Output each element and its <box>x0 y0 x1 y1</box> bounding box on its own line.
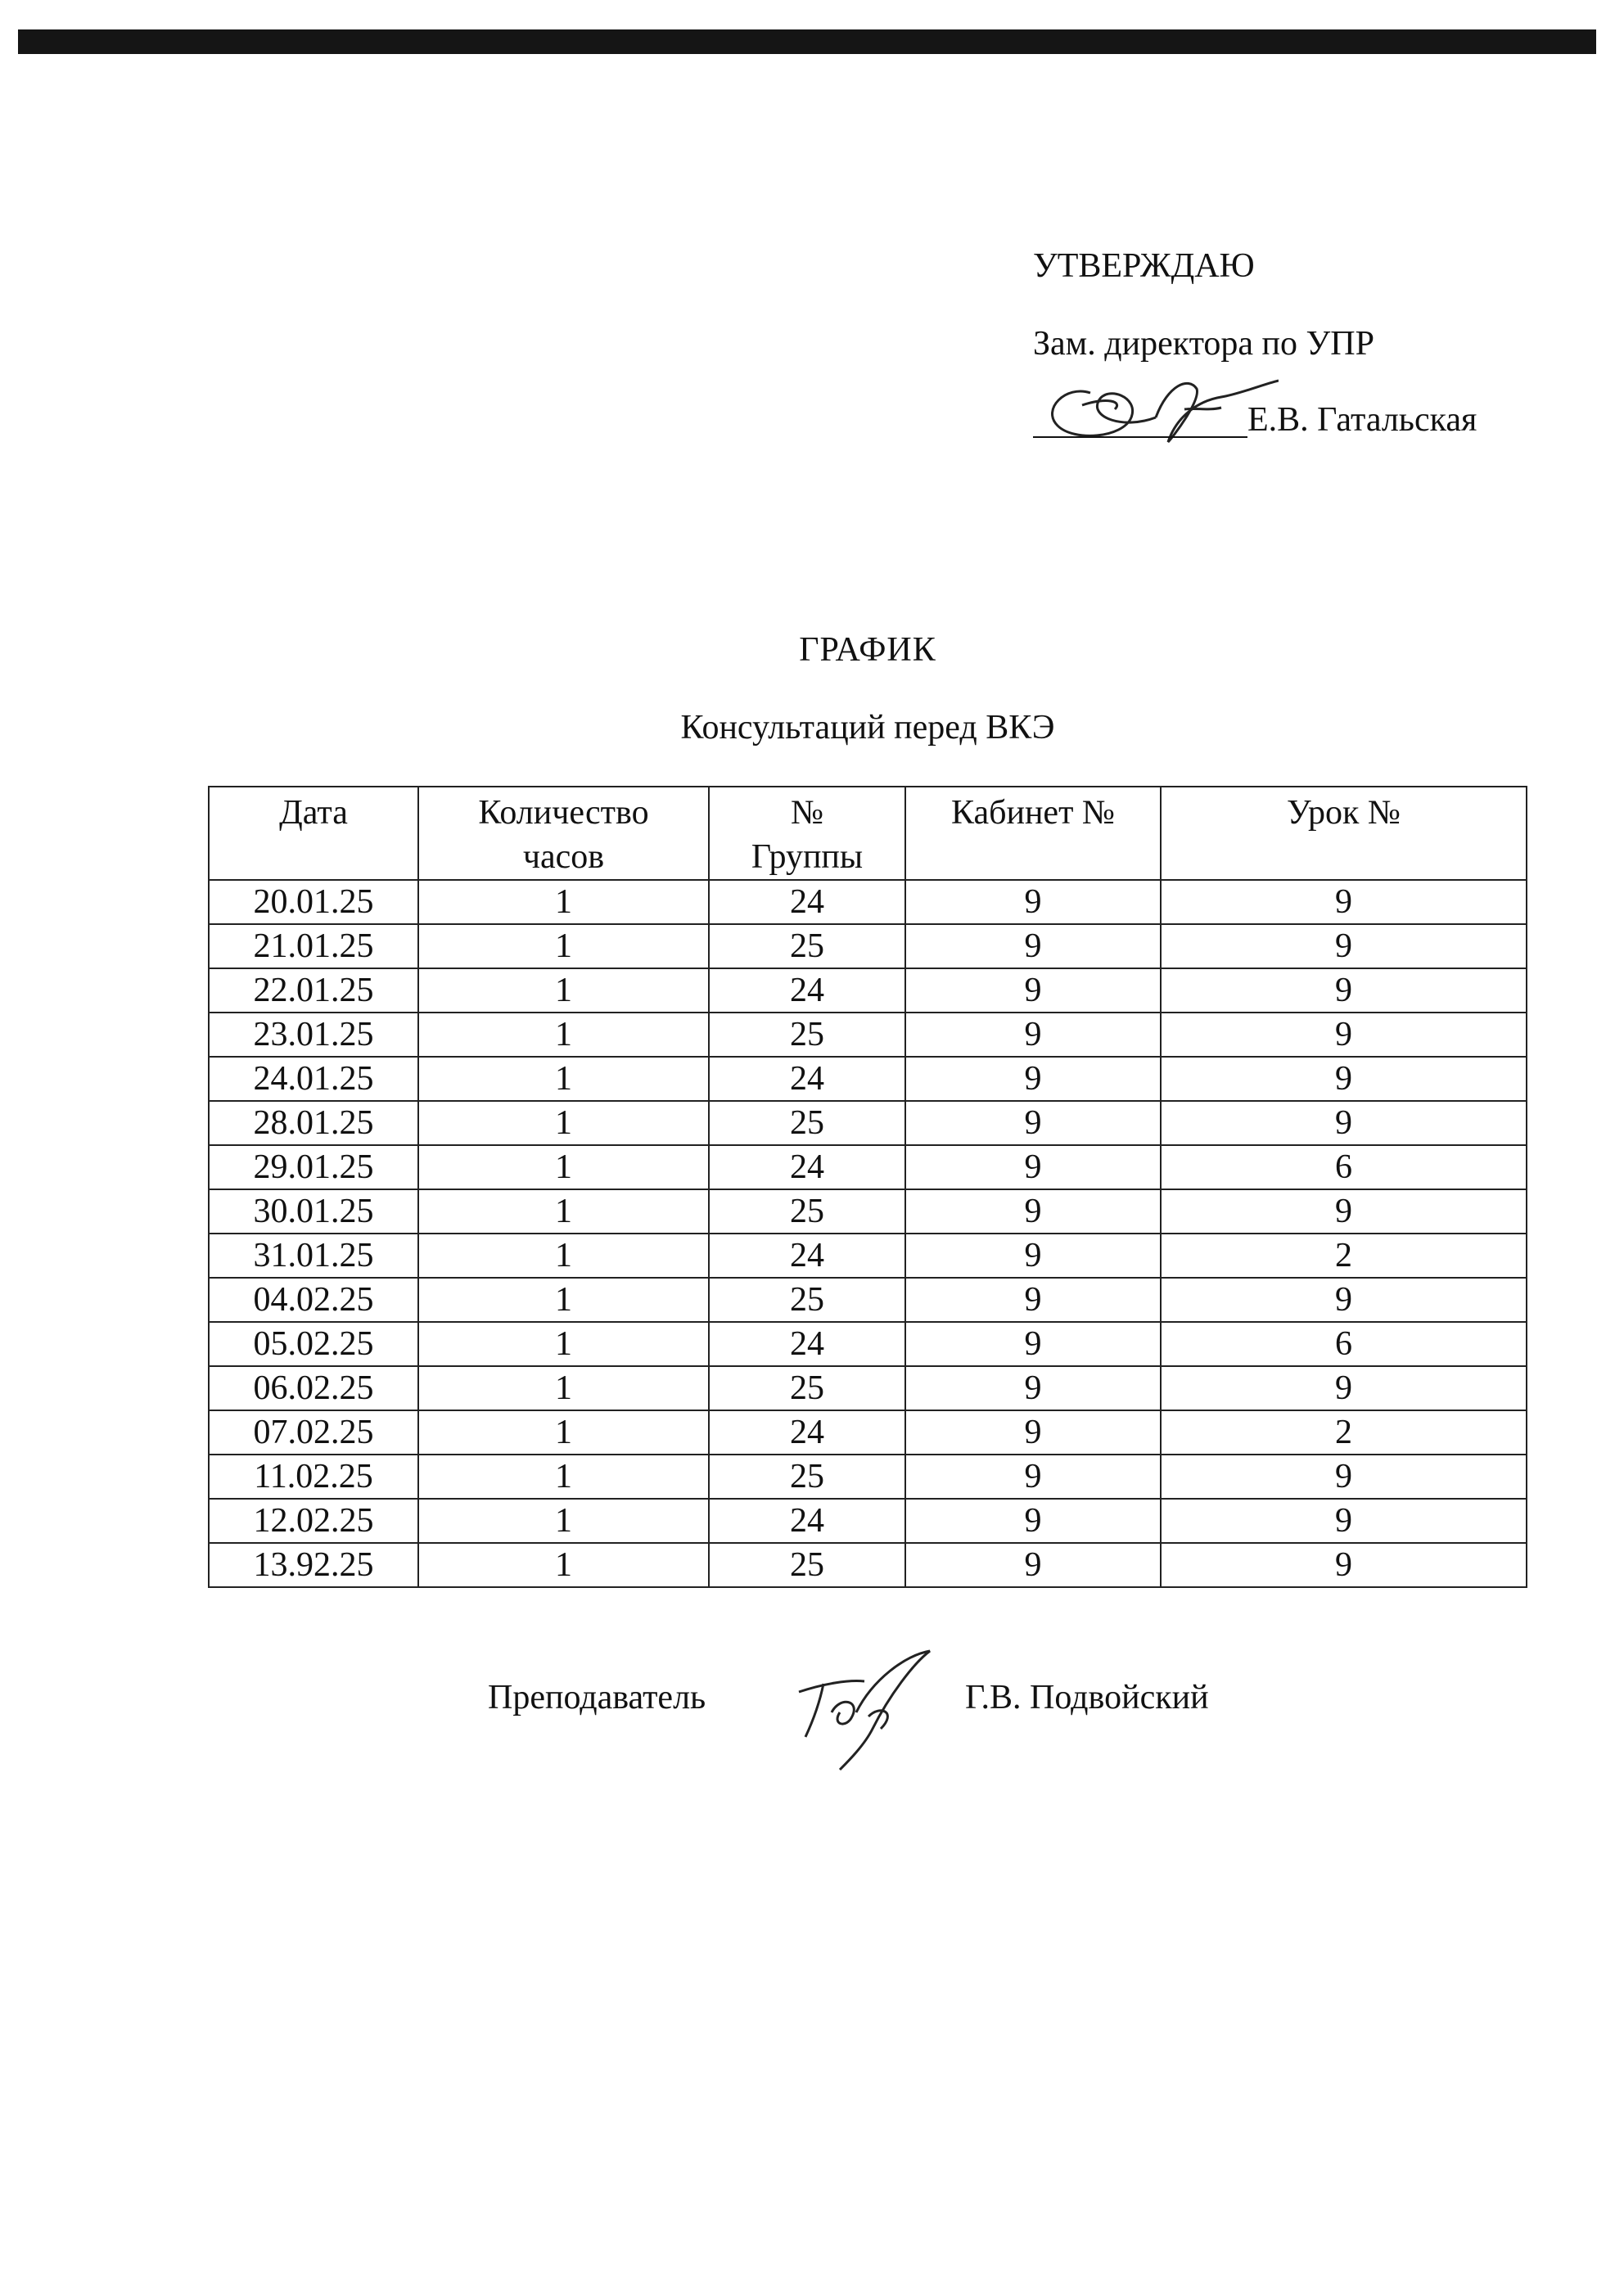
cell-room: 9 <box>905 1499 1161 1543</box>
cell-room: 9 <box>905 1410 1161 1455</box>
cell-date: 24.01.25 <box>209 1057 418 1101</box>
table-row <box>209 1410 1527 1455</box>
cell-group: 25 <box>709 1455 905 1499</box>
table-row <box>209 880 1527 924</box>
cell-lesson: 9 <box>1161 1057 1527 1101</box>
cell-room: 9 <box>905 1145 1161 1189</box>
document-subtitle: Консультаций перед ВКЭ <box>680 709 1055 747</box>
cell-room: 9 <box>905 1543 1161 1587</box>
cell-hours: 1 <box>418 1234 709 1278</box>
header-room-label: Кабинет № <box>951 794 1115 832</box>
cell-date: 23.01.25 <box>209 1013 418 1057</box>
document-title: ГРАФИК <box>799 631 936 669</box>
cell-hours: 1 <box>418 1410 709 1455</box>
cell-group: 25 <box>709 1101 905 1145</box>
cell-room: 9 <box>905 1189 1161 1234</box>
header-lesson-label: Урок № <box>1286 794 1401 832</box>
table-row <box>209 1101 1527 1145</box>
cell-group: 25 <box>709 1543 905 1587</box>
table-row <box>209 1278 1527 1322</box>
cell-lesson: 9 <box>1161 1366 1527 1410</box>
cell-date: 07.02.25 <box>209 1410 418 1455</box>
table-row <box>209 924 1527 968</box>
table-row <box>209 1543 1527 1587</box>
consultation-schedule-table <box>208 786 1527 1588</box>
header-hours-line2: часов <box>522 838 605 876</box>
cell-room: 9 <box>905 1366 1161 1410</box>
cell-room: 9 <box>905 1234 1161 1278</box>
teacher-signature-icon <box>774 1647 938 1778</box>
cell-lesson: 2 <box>1161 1234 1527 1278</box>
cell-date: 29.01.25 <box>209 1145 418 1189</box>
cell-hours: 1 <box>418 1278 709 1322</box>
cell-room: 9 <box>905 1057 1161 1101</box>
cell-hours: 1 <box>418 1499 709 1543</box>
cell-lesson: 9 <box>1161 1013 1527 1057</box>
cell-group: 24 <box>709 1057 905 1101</box>
approver-signature-line <box>1033 436 1247 438</box>
cell-hours: 1 <box>418 1145 709 1189</box>
cell-room: 9 <box>905 1101 1161 1145</box>
cell-lesson: 6 <box>1161 1145 1527 1189</box>
cell-lesson: 9 <box>1161 1499 1527 1543</box>
cell-date: 04.02.25 <box>209 1278 418 1322</box>
cell-hours: 1 <box>418 880 709 924</box>
cell-room: 9 <box>905 880 1161 924</box>
header-group-line1: № <box>790 794 824 832</box>
cell-lesson: 9 <box>1161 1189 1527 1234</box>
cell-lesson: 9 <box>1161 880 1527 924</box>
cell-group: 25 <box>709 1366 905 1410</box>
cell-room: 9 <box>905 1278 1161 1322</box>
cell-group: 24 <box>709 1410 905 1455</box>
table-row <box>209 1013 1527 1057</box>
cell-hours: 1 <box>418 1189 709 1234</box>
approve-heading: УТВЕРЖДАЮ <box>1033 247 1255 285</box>
cell-group: 24 <box>709 1234 905 1278</box>
cell-group: 25 <box>709 1013 905 1057</box>
table-row <box>209 1455 1527 1499</box>
cell-group: 24 <box>709 1322 905 1366</box>
cell-hours: 1 <box>418 1543 709 1587</box>
cell-group: 24 <box>709 880 905 924</box>
table-row <box>209 1145 1527 1189</box>
cell-group: 25 <box>709 1189 905 1234</box>
cell-hours: 1 <box>418 968 709 1013</box>
cell-date: 06.02.25 <box>209 1366 418 1410</box>
cell-hours: 1 <box>418 1101 709 1145</box>
cell-room: 9 <box>905 1322 1161 1366</box>
cell-room: 9 <box>905 1013 1161 1057</box>
header-hours-line1: Количество <box>478 794 649 832</box>
table-row <box>209 1234 1527 1278</box>
cell-lesson: 6 <box>1161 1322 1527 1366</box>
cell-lesson: 9 <box>1161 1278 1527 1322</box>
cell-room: 9 <box>905 924 1161 968</box>
table-header-row <box>209 787 1527 880</box>
cell-date: 28.01.25 <box>209 1101 418 1145</box>
cell-lesson: 9 <box>1161 1455 1527 1499</box>
table-row <box>209 1499 1527 1543</box>
approver-position: Зам. директора по УПР <box>1033 325 1374 363</box>
cell-group: 24 <box>709 1499 905 1543</box>
cell-date: 21.01.25 <box>209 924 418 968</box>
cell-hours: 1 <box>418 924 709 968</box>
cell-group: 24 <box>709 1145 905 1189</box>
cell-date: 05.02.25 <box>209 1322 418 1366</box>
cell-hours: 1 <box>418 1057 709 1101</box>
header-room <box>905 787 1161 880</box>
table-row <box>209 1366 1527 1410</box>
approver-name: Е.В. Гатальская <box>1247 401 1477 439</box>
cell-lesson: 9 <box>1161 924 1527 968</box>
table-row <box>209 1189 1527 1234</box>
cell-hours: 1 <box>418 1455 709 1499</box>
cell-hours: 1 <box>418 1013 709 1057</box>
header-group <box>709 787 905 880</box>
table-row <box>209 1322 1527 1366</box>
header-hours <box>418 787 709 880</box>
cell-date: 31.01.25 <box>209 1234 418 1278</box>
cell-lesson: 9 <box>1161 968 1527 1013</box>
cell-group: 24 <box>709 968 905 1013</box>
cell-date: 13.92.25 <box>209 1543 418 1587</box>
cell-lesson: 9 <box>1161 1101 1527 1145</box>
teacher-role: Преподаватель <box>488 1679 706 1716</box>
cell-group: 25 <box>709 924 905 968</box>
table-row <box>209 968 1527 1013</box>
cell-date: 30.01.25 <box>209 1189 418 1234</box>
cell-date: 20.01.25 <box>209 880 418 924</box>
teacher-name: Г.В. Подвойский <box>965 1679 1209 1716</box>
cell-room: 9 <box>905 1455 1161 1499</box>
header-group-line2: Группы <box>751 838 864 876</box>
teacher-signoff-block <box>488 1678 1306 1784</box>
cell-date: 22.01.25 <box>209 968 418 1013</box>
cell-date: 11.02.25 <box>209 1455 418 1499</box>
cell-group: 25 <box>709 1278 905 1322</box>
cell-lesson: 2 <box>1161 1410 1527 1455</box>
header-lesson <box>1161 787 1527 880</box>
cell-hours: 1 <box>418 1366 709 1410</box>
cell-lesson: 9 <box>1161 1543 1527 1587</box>
header-date <box>209 787 418 880</box>
cell-hours: 1 <box>418 1322 709 1366</box>
scan-edge-bar <box>18 29 1596 54</box>
cell-room: 9 <box>905 968 1161 1013</box>
cell-date: 12.02.25 <box>209 1499 418 1543</box>
header-date-label: Дата <box>279 794 348 832</box>
table-row <box>209 1057 1527 1101</box>
